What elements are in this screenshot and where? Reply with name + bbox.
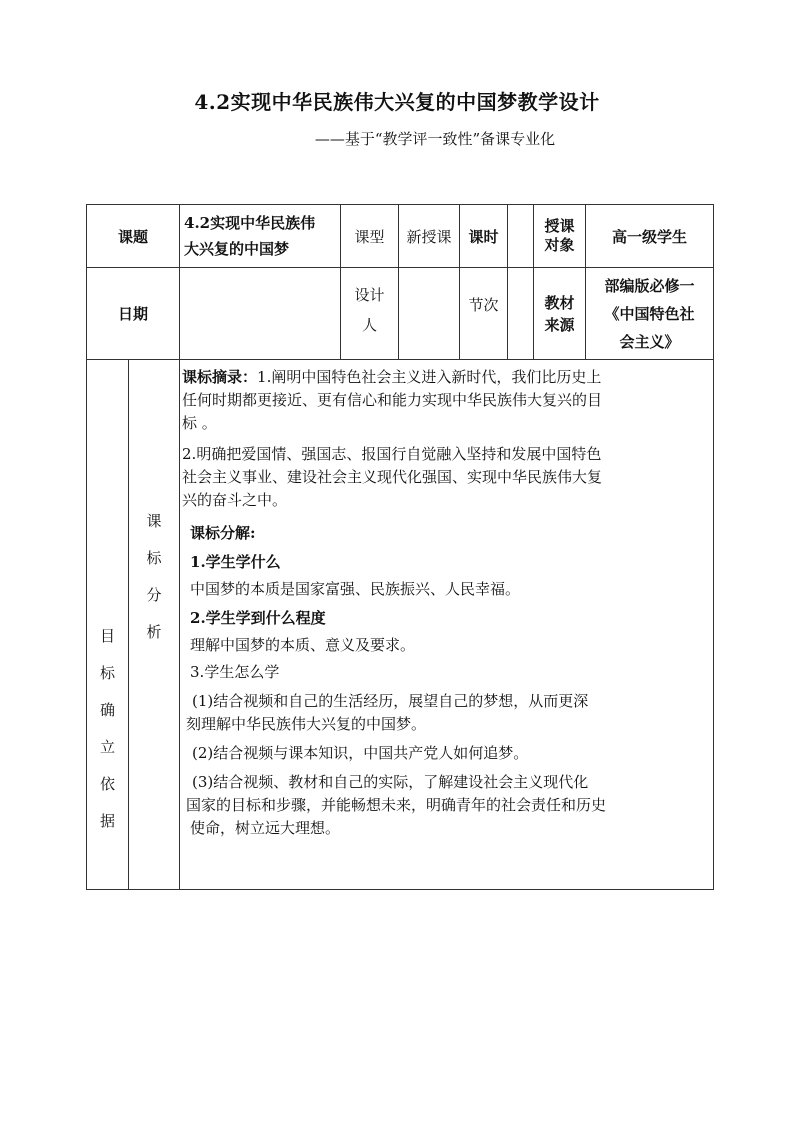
topic-value [180, 205, 341, 268]
objectives-content [180, 360, 714, 890]
session-value [508, 268, 534, 360]
designer-value [399, 268, 460, 360]
outer-label-char: 立 [99, 738, 115, 756]
audience-label-line-2: 对象 [544, 236, 575, 254]
objectives-outer-label [87, 360, 129, 890]
designer-label [341, 268, 399, 360]
source-label-line-2: 来源 [544, 315, 575, 334]
q3-item-3-line-2: 国家的目标和步骤，并能畅想未来，明确青年的社会责任和历史 [186, 796, 607, 814]
inner-label-char: 分 [146, 586, 162, 604]
excerpt-1-line-1: 1.阐明中国特色社会主义进入新时代，我们比历史上 [257, 368, 602, 386]
designer-label-line-2: 人 [362, 316, 378, 334]
excerpt-1-line-3: 标 。 [182, 414, 217, 432]
date-label: 日期 [87, 268, 180, 360]
outer-label-char: 目 [99, 627, 115, 645]
document-title: 4.2实现中华民族伟大兴复的中国梦教学设计 [194, 90, 600, 114]
objectives-inner-label [129, 360, 180, 890]
document-subtitle: ——基于“教学评一致性”备课专业化 [314, 130, 556, 148]
source-value-line-1: 部编版必修一 [604, 276, 695, 295]
objectives-row [87, 360, 714, 890]
audience-label-line-1: 授课 [544, 217, 575, 235]
type-value: 新授课 [399, 205, 460, 268]
audience-value: 高一级学生 [586, 205, 714, 268]
breakdown-label: 课标分解: [190, 524, 256, 542]
outer-label-char: 标 [99, 664, 115, 682]
topic-value-line-2: 大兴复的中国梦 [184, 240, 290, 258]
q2-title: 2.学生学到什么程度 [190, 609, 326, 627]
lesson-plan-table [86, 204, 714, 890]
audience-label [534, 205, 586, 268]
outer-label-char: 确 [99, 701, 115, 719]
inner-label-char: 课 [146, 512, 162, 530]
designer-label-line-1: 设计 [354, 286, 385, 304]
source-value-line-3: 会主义》 [619, 332, 680, 351]
source-label [534, 268, 586, 360]
q3-title: 3.学生怎么学 [190, 663, 280, 681]
q3-item-1-line-1: (1)结合视频和自己的生活经历，展望自己的梦想，从而更深 [192, 692, 589, 710]
q3-item-1-line-2: 刻理解中华民族伟大兴复的中国梦。 [186, 715, 427, 733]
source-value [586, 268, 714, 360]
source-value-line-2: 《中国特色社 [604, 304, 695, 323]
info-row-topic [87, 205, 714, 268]
topic-label: 课题 [87, 205, 180, 268]
topic-value-line-1: 4.2实现中华民族伟 [184, 214, 316, 232]
outer-label-char: 据 [99, 812, 115, 830]
inner-label-char: 析 [146, 623, 162, 641]
date-value [180, 268, 341, 360]
inner-label-char: 标 [146, 549, 162, 567]
q1-text: 中国梦的本质是国家富强、民族振兴、人民幸福。 [190, 580, 521, 598]
q1-title: 1.学生学什么 [190, 553, 281, 571]
q3-item-3-line-1: (3)结合视频、教材和自己的实际，了解建设社会主义现代化 [192, 773, 589, 791]
excerpt-2-line-3: 兴的奋斗之中。 [182, 491, 288, 509]
q3-item-3-line-3: 使命，树立远大理想。 [190, 819, 341, 837]
excerpt-2-line-2: 社会主义事业、建设社会主义现代化强国、实现中华民族伟大复 [182, 468, 603, 486]
type-label: 课型 [341, 205, 399, 268]
hours-label: 课时 [460, 205, 508, 268]
q3-item-2: (2)结合视频与课本知识，中国共产党人如何追梦。 [192, 744, 529, 762]
info-row-date [87, 268, 714, 360]
excerpt-1-line-2: 任何时期都更接近、更有信心和能力实现中华民族伟大复兴的目 [182, 391, 603, 409]
q2-text: 理解中国梦的本质、意义及要求。 [190, 636, 416, 654]
excerpt-2-line-1: 2.明确把爱国情、强国志、报国行自觉融入坚持和发展中国特色 [182, 445, 602, 463]
excerpt-1 [182, 366, 713, 389]
source-label-line-1: 教材 [544, 293, 575, 312]
session-label: 节次 [460, 268, 508, 360]
excerpt-label: 课标摘录： [182, 368, 258, 386]
outer-label-char: 依 [99, 775, 115, 793]
hours-value [508, 205, 534, 268]
